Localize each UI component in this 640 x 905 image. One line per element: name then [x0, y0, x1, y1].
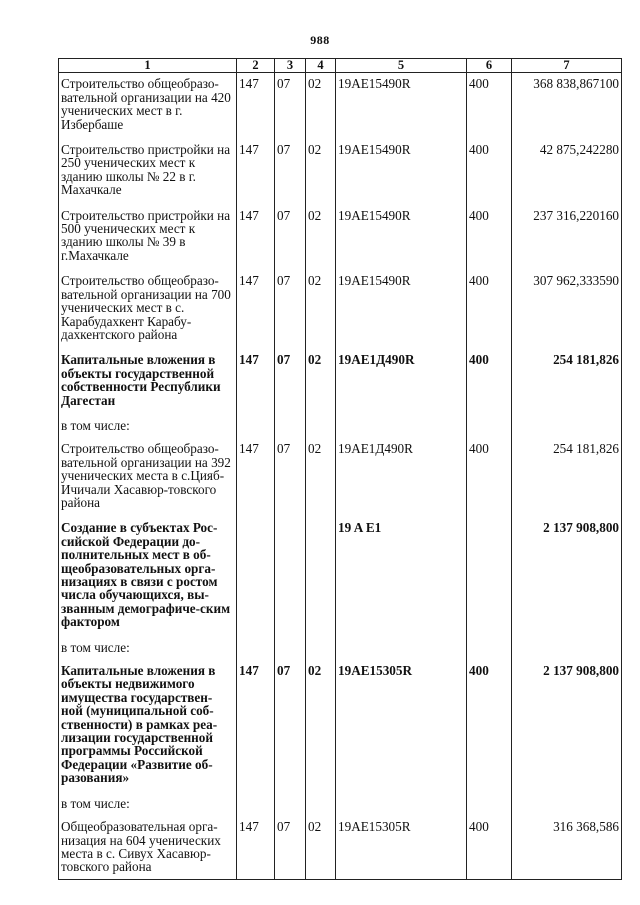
cell-code-2: 147: [237, 205, 275, 271]
cell-code-3: 07: [275, 349, 306, 415]
subheading-row: [59, 415, 622, 438]
table-row: [59, 660, 622, 793]
table-row: [59, 270, 622, 349]
budget-table: [58, 58, 622, 880]
cell-code-4: 02: [306, 139, 336, 205]
cell-code-3: 07: [275, 816, 306, 879]
cell-amount: [512, 793, 622, 816]
subheading-row: [59, 637, 622, 660]
col-header-7: 7: [512, 59, 622, 73]
cell-code-4: 02: [306, 73, 336, 139]
cell-code-5: 19AE15305R: [336, 660, 467, 793]
cell-code-5: 19AE1Д490R: [336, 349, 467, 415]
cell-code-4: [306, 415, 336, 438]
cell-code-6: [467, 793, 512, 816]
cell-code-5: 19AE15490R: [336, 205, 467, 271]
cell-name: Строительство пристройки на 250 ученических мест к зданию школы № 22 в г. Махачкале: [59, 139, 237, 205]
cell-code-4: [306, 793, 336, 816]
cell-code-5: 19AE15490R: [336, 73, 467, 139]
table-row: [59, 816, 622, 879]
cell-code-5: [336, 415, 467, 438]
cell-code-2: 147: [237, 660, 275, 793]
cell-amount: 237 316,220160: [512, 205, 622, 271]
cell-code-2: 147: [237, 816, 275, 879]
cell-code-3: 07: [275, 660, 306, 793]
cell-name: в том числе:: [59, 793, 237, 816]
cell-code-4: 02: [306, 270, 336, 349]
table-row: [59, 139, 622, 205]
col-header-2: 2: [237, 59, 275, 73]
cell-amount: 316 368,586: [512, 816, 622, 879]
cell-code-2: 147: [237, 73, 275, 139]
col-header-3: 3: [275, 59, 306, 73]
table-row: [59, 438, 622, 517]
cell-code-2: [237, 517, 275, 636]
cell-code-5: 19AE15490R: [336, 270, 467, 349]
cell-code-6: 400: [467, 349, 512, 415]
cell-amount: [512, 415, 622, 438]
cell-name: Создание в субъектах Рос-сийской Федерации до-полнительных мест в об-щеобразовательных орга-низациях в связи с ростом числа обучающихся, вы-званным демографиче-ским фактором: [59, 517, 237, 636]
cell-name: Строительство общеобразо-вательной организации на 392 ученических места в с.Цияб-Ичичали Хасавюр-товского района: [59, 438, 237, 517]
cell-code-4: 02: [306, 816, 336, 879]
cell-code-6: [467, 415, 512, 438]
cell-amount: [512, 637, 622, 660]
col-header-4: 4: [306, 59, 336, 73]
cell-code-3: [275, 415, 306, 438]
cell-code-2: [237, 415, 275, 438]
cell-code-4: 02: [306, 660, 336, 793]
cell-amount: 254 181,826: [512, 349, 622, 415]
cell-name: в том числе:: [59, 637, 237, 660]
cell-name: Общеобразовательная орга-низация на 604 ученических места в с. Сивух Хасавюр-товского района: [59, 816, 237, 879]
table-header-row: [59, 59, 622, 73]
cell-code-3: 07: [275, 139, 306, 205]
table-row: [59, 517, 622, 636]
cell-code-6: [467, 517, 512, 636]
cell-code-3: [275, 517, 306, 636]
cell-code-4: [306, 517, 336, 636]
cell-amount: 2 137 908,800: [512, 517, 622, 636]
cell-code-6: 400: [467, 270, 512, 349]
cell-amount: 2 137 908,800: [512, 660, 622, 793]
cell-name: Капитальные вложения в объекты недвижимого имущества государствен-ной (муниципальной соб-ственности) в рамках реа-лизации государственной программы Российской Федерации «Развитие об-разования»: [59, 660, 237, 793]
cell-code-4: 02: [306, 349, 336, 415]
cell-code-3: [275, 793, 306, 816]
table-row: [59, 205, 622, 271]
cell-amount: 254 181,826: [512, 438, 622, 517]
cell-code-3: [275, 637, 306, 660]
cell-code-2: 147: [237, 349, 275, 415]
cell-name: Строительство общеобразо-вательной организации на 700 ученических мест в с. Карабудахкент Карабу-дахкентского района: [59, 270, 237, 349]
cell-code-5: 19AE1Д490R: [336, 438, 467, 517]
cell-code-5: 19AE15305R: [336, 816, 467, 879]
cell-name: Строительство пристройки на 500 ученических мест к зданию школы № 39 в г.Махачкале: [59, 205, 237, 271]
cell-code-5: 19AE15490R: [336, 139, 467, 205]
col-header-5: 5: [336, 59, 467, 73]
cell-code-4: 02: [306, 438, 336, 517]
cell-name: Капитальные вложения в объекты государственной собственности Республики Дагестан: [59, 349, 237, 415]
cell-code-2: [237, 637, 275, 660]
table-row: [59, 73, 622, 139]
cell-code-6: 400: [467, 73, 512, 139]
cell-code-6: 400: [467, 139, 512, 205]
cell-amount: 307 962,333590: [512, 270, 622, 349]
cell-code-5: [336, 637, 467, 660]
cell-code-4: 02: [306, 205, 336, 271]
cell-code-5: [336, 793, 467, 816]
cell-code-6: 400: [467, 816, 512, 879]
page-number: 988: [310, 33, 330, 47]
cell-code-5: 19 A E1: [336, 517, 467, 636]
cell-code-6: 400: [467, 438, 512, 517]
cell-code-6: [467, 637, 512, 660]
cell-code-3: 07: [275, 438, 306, 517]
cell-code-4: [306, 637, 336, 660]
cell-code-2: 147: [237, 139, 275, 205]
cell-code-3: 07: [275, 73, 306, 139]
subheading-row: [59, 793, 622, 816]
col-header-1: 1: [59, 59, 237, 73]
cell-code-3: 07: [275, 205, 306, 271]
cell-code-2: 147: [237, 438, 275, 517]
cell-code-2: [237, 793, 275, 816]
cell-amount: 368 838,867100: [512, 73, 622, 139]
cell-code-6: 400: [467, 205, 512, 271]
cell-code-2: 147: [237, 270, 275, 349]
cell-name: в том числе:: [59, 415, 237, 438]
col-header-6: 6: [467, 59, 512, 73]
cell-code-6: 400: [467, 660, 512, 793]
cell-amount: 42 875,242280: [512, 139, 622, 205]
cell-code-3: 07: [275, 270, 306, 349]
cell-name: Строительство общеобразо-вательной организации на 420 ученических мест в г. Избербаше: [59, 73, 237, 139]
table-row: [59, 349, 622, 415]
